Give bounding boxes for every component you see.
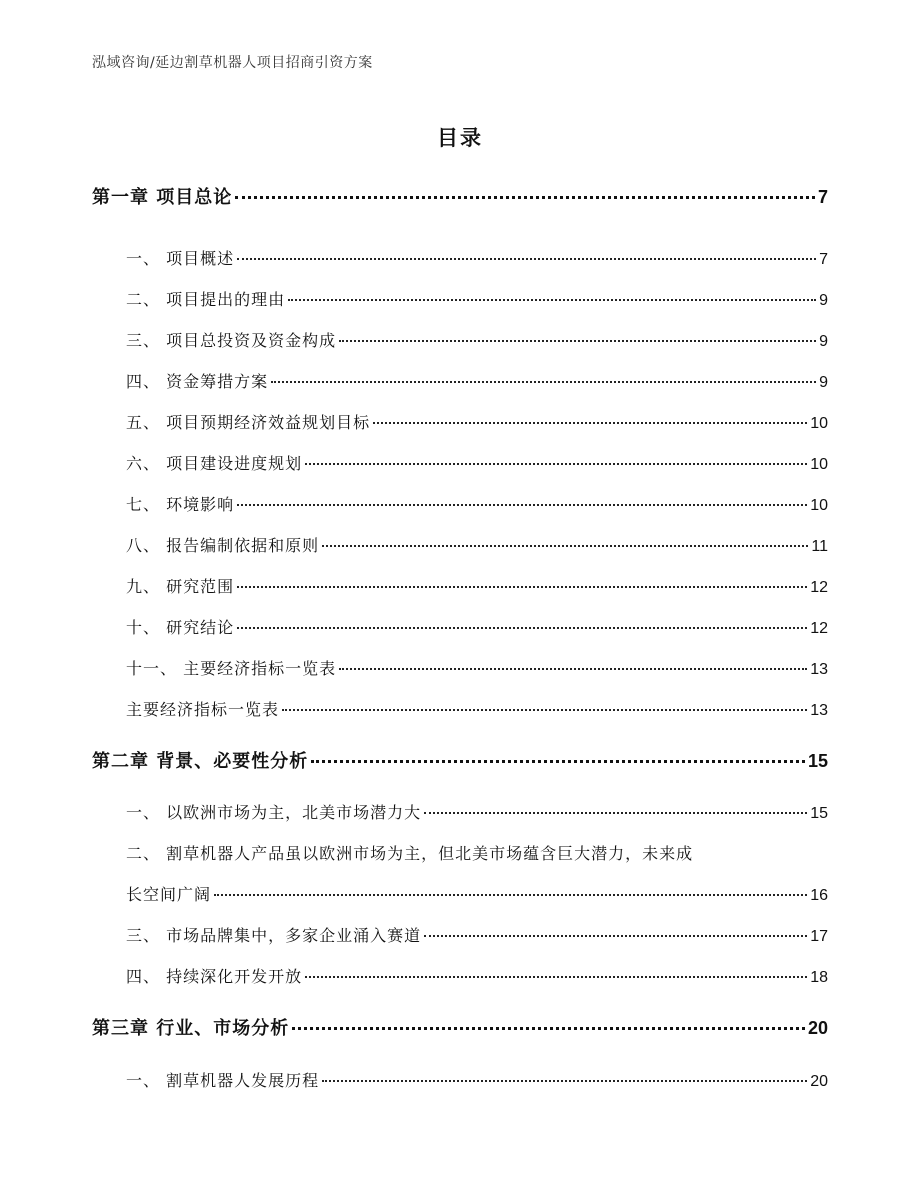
toc-section-entry[interactable] [126, 246, 828, 269]
toc-entry-label: 六、 项目建设进度规划 [126, 454, 303, 473]
toc-section-entry[interactable] [126, 328, 828, 351]
toc-entry-label: 第一章 项目总论 [92, 187, 233, 208]
toc-section-entry[interactable] [126, 882, 828, 905]
toc-dot-leader [235, 196, 815, 199]
toc-section-entry[interactable] [126, 369, 828, 392]
toc-page-number: 18 [810, 969, 828, 986]
toc-dot-leader [282, 709, 807, 711]
toc-dot-leader [305, 463, 807, 465]
toc-entry-label: 一、 项目概述 [126, 249, 235, 268]
toc-page-number: 13 [810, 661, 828, 678]
toc-page-number: 7 [817, 187, 828, 207]
toc-page-number: 20 [810, 1073, 828, 1090]
toc-dot-leader [322, 545, 808, 547]
toc-entry-label: 一、 以欧洲市场为主，北美市场潜力大 [126, 803, 422, 822]
toc-entry-label: 第三章 行业、市场分析 [92, 1018, 290, 1039]
toc-section-entry[interactable] [126, 964, 828, 987]
toc-dot-leader [311, 760, 805, 763]
toc-section-entry[interactable] [126, 923, 828, 946]
toc-entry-label: 四、 资金筹措方案 [126, 372, 269, 391]
toc-page-number: 7 [819, 251, 828, 268]
toc-entry-label: 五、 项目预期经济效益规划目标 [126, 413, 371, 432]
toc-page-number: 10 [810, 456, 828, 473]
toc-dot-leader [288, 299, 816, 301]
running-header: 泓域咨询/延边割草机器人项目招商引资方案 [92, 55, 373, 71]
toc-entry-label: 三、 市场品牌集中，多家企业涌入赛道 [126, 926, 422, 945]
toc-page-number: 12 [810, 579, 828, 596]
toc-entry-wrapped-first-line[interactable]: 二、 割草机器人产品虽以欧洲市场为主，但北美市场蕴含巨大潜力，未来成 [126, 844, 694, 863]
toc-dot-leader [237, 627, 807, 629]
toc-section-entry[interactable] [126, 1068, 828, 1091]
toc-entry-label: 十、 研究结论 [126, 618, 235, 637]
toc-section-entry[interactable] [126, 800, 828, 823]
toc-dot-leader [339, 668, 807, 670]
toc-page-number: 11 [811, 538, 828, 555]
toc-page-number: 17 [810, 928, 828, 945]
toc-dot-leader [214, 894, 807, 896]
toc-entry-label: 第二章 背景、必要性分析 [92, 751, 309, 772]
toc-page-number: 10 [810, 415, 828, 432]
toc-section-entry[interactable] [126, 492, 828, 515]
toc-section-entry[interactable] [126, 533, 828, 556]
toc-page-number: 9 [819, 374, 828, 391]
toc-dot-leader [292, 1027, 805, 1030]
toc-section-entry[interactable] [126, 574, 828, 597]
toc-entry-label: 三、 项目总投资及资金构成 [126, 331, 337, 350]
toc-chapter-entry[interactable] [92, 747, 828, 773]
toc-entry-label: 一、 割草机器人发展历程 [126, 1071, 320, 1090]
toc-page-number: 16 [810, 887, 828, 904]
toc-dot-leader [373, 422, 807, 424]
toc-page-number: 13 [810, 702, 828, 719]
toc-dot-leader [339, 340, 816, 342]
toc-entry-label: 十一、 主要经济指标一览表 [126, 659, 337, 678]
toc-dot-leader [237, 258, 816, 260]
toc-page-number: 9 [819, 292, 828, 309]
toc-dot-leader [322, 1080, 807, 1082]
toc-dot-leader [271, 381, 816, 383]
toc-dot-leader [305, 976, 807, 978]
toc-section-entry[interactable] [126, 287, 828, 310]
toc-page-number: 10 [810, 497, 828, 514]
toc-page-number: 15 [810, 805, 828, 822]
toc-section-entry[interactable] [126, 410, 828, 433]
toc-section-entry[interactable] [126, 615, 828, 638]
toc-section-entry[interactable] [126, 451, 828, 474]
toc-section-entry[interactable] [126, 656, 828, 679]
toc-entry-label: 二、 项目提出的理由 [126, 290, 286, 309]
toc-page-number: 15 [807, 751, 828, 771]
toc-title: 目录 [437, 126, 483, 150]
toc-entry-label: 八、 报告编制依据和原则 [126, 536, 320, 555]
toc-page-number: 12 [810, 620, 828, 637]
toc-entry-label: 七、 环境影响 [126, 495, 235, 514]
toc-page-number: 9 [819, 333, 828, 350]
toc-dot-leader [424, 812, 807, 814]
toc-dot-leader [424, 935, 807, 937]
toc-entry-label: 长空间广阔 [126, 885, 212, 904]
toc-entry-label: 主要经济指标一览表 [126, 700, 280, 719]
toc-section-entry[interactable] [126, 697, 828, 720]
toc-chapter-entry[interactable] [92, 1014, 828, 1040]
toc-entry-label: 四、 持续深化开发开放 [126, 967, 303, 986]
toc-entry-label: 九、 研究范围 [126, 577, 235, 596]
toc-dot-leader [237, 586, 807, 588]
toc-page-number: 20 [807, 1018, 828, 1038]
toc-chapter-entry[interactable] [92, 183, 828, 209]
toc-dot-leader [237, 504, 807, 506]
